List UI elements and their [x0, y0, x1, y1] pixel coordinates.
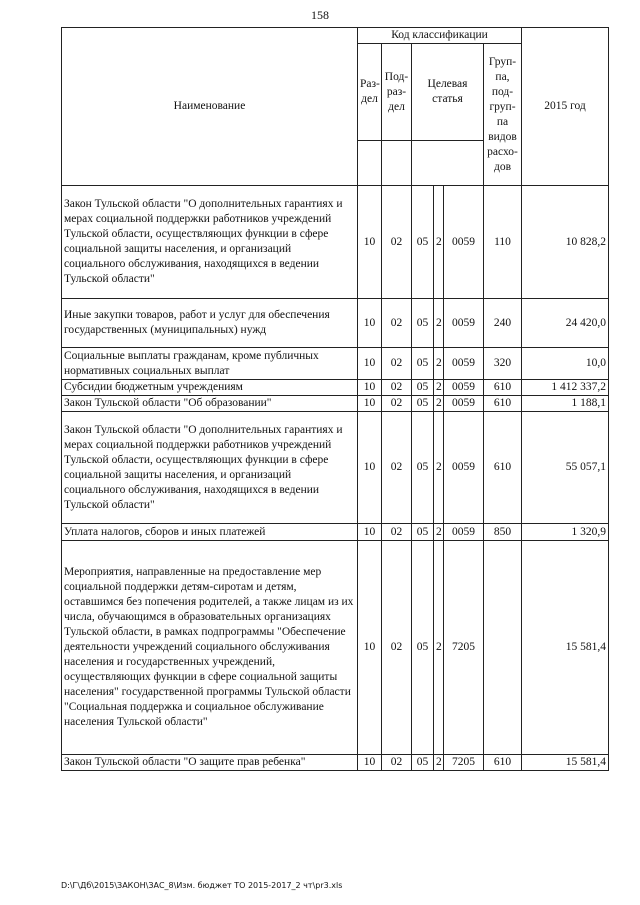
row-target-program: 05 — [412, 380, 434, 396]
header-blank-cell — [382, 141, 412, 186]
row-section: 10 — [358, 348, 382, 380]
row-group: 610 — [484, 380, 522, 396]
row-group — [484, 541, 522, 755]
row-amount: 15 581,4 — [522, 755, 609, 771]
row-target-subprogram: 2 — [434, 412, 444, 524]
header-blank-cell — [412, 141, 484, 186]
row-target-subprogram: 2 — [434, 396, 444, 412]
row-section: 10 — [358, 186, 382, 299]
row-name: Закон Тульской области "О защите прав ребенка" — [62, 755, 358, 771]
row-group: 850 — [484, 524, 522, 541]
row-amount: 10 828,2 — [522, 186, 609, 299]
row-subsection: 02 — [382, 186, 412, 299]
row-target-direction: 0059 — [444, 186, 484, 299]
row-target-direction: 0059 — [444, 348, 484, 380]
col-header-subsection: Под- раз- дел — [382, 44, 412, 141]
row-target-program: 05 — [412, 299, 434, 348]
row-target-subprogram: 2 — [434, 348, 444, 380]
row-subsection: 02 — [382, 299, 412, 348]
col-header-classification: Код классификации — [358, 28, 522, 44]
table-row — [62, 299, 609, 348]
table-row — [62, 348, 609, 380]
row-group: 320 — [484, 348, 522, 380]
row-target-program: 05 — [412, 412, 434, 524]
header-blank-cell — [358, 141, 382, 186]
row-target-direction: 0059 — [444, 524, 484, 541]
row-amount: 1 188,1 — [522, 396, 609, 412]
row-name: Социальные выплаты гражданам, кроме публичных нормативных социальных выплат — [62, 348, 358, 380]
row-section: 10 — [358, 541, 382, 755]
row-subsection: 02 — [382, 380, 412, 396]
row-amount: 24 420,0 — [522, 299, 609, 348]
row-target-program: 05 — [412, 348, 434, 380]
col-header-year: 2015 год — [522, 28, 609, 186]
row-target-program: 05 — [412, 755, 434, 771]
row-target-direction: 0059 — [444, 299, 484, 348]
row-name: Закон Тульской области "Об образовании" — [62, 396, 358, 412]
row-amount: 55 057,1 — [522, 412, 609, 524]
row-target-subprogram: 2 — [434, 755, 444, 771]
row-target-direction: 7205 — [444, 755, 484, 771]
row-amount: 1 320,9 — [522, 524, 609, 541]
footer-file-path: D:\Г\Дб\2015\ЗАКОН\ЗАС_8\Изм. бюджет ТО 2015-2017_2 чт\pr3.xls — [61, 881, 343, 890]
row-subsection: 02 — [382, 396, 412, 412]
row-section: 10 — [358, 412, 382, 524]
row-name: Мероприятия, направленные на предоставление мер социальной поддержки детям-сиротам и детям, оставшимся без попечения родителей, а также лицам из их числа, обучающимся в образовательных организациях Тульской области, в рамках подпрограммы "Обеспечение деятельности учреждений социального обслуживания населения и государственных учреждений, осуществляющих функции в сфере социальной защиты населения" государственной программы Тульской области "Социальная поддержка и социальное обслуживание населения Тульской области" — [62, 541, 358, 755]
header-row-1 — [62, 28, 609, 44]
row-target-subprogram: 2 — [434, 380, 444, 396]
row-section: 10 — [358, 524, 382, 541]
row-target-program: 05 — [412, 541, 434, 755]
row-amount: 15 581,4 — [522, 541, 609, 755]
row-target-subprogram: 2 — [434, 299, 444, 348]
row-target-program: 05 — [412, 396, 434, 412]
row-target-direction: 0059 — [444, 396, 484, 412]
row-group: 240 — [484, 299, 522, 348]
row-amount: 10,0 — [522, 348, 609, 380]
row-section: 10 — [358, 299, 382, 348]
col-header-group: Груп- па, под- груп- па видов расхо- дов — [484, 44, 522, 186]
row-target-subprogram: 2 — [434, 186, 444, 299]
row-subsection: 02 — [382, 541, 412, 755]
row-target-program: 05 — [412, 186, 434, 299]
row-target-direction: 0059 — [444, 412, 484, 524]
row-target-subprogram: 2 — [434, 524, 444, 541]
page-number: 158 — [311, 8, 329, 22]
table-row — [62, 755, 609, 771]
col-header-target-item: Целевая статья — [412, 44, 484, 141]
row-target-program: 05 — [412, 524, 434, 541]
table-body — [62, 186, 609, 771]
table-row — [62, 396, 609, 412]
row-target-subprogram: 2 — [434, 541, 444, 755]
row-subsection: 02 — [382, 348, 412, 380]
budget-table — [61, 27, 609, 771]
col-header-section: Раз- дел — [358, 44, 382, 141]
row-amount: 1 412 337,2 — [522, 380, 609, 396]
row-target-direction: 7205 — [444, 541, 484, 755]
table-row — [62, 524, 609, 541]
table-row — [62, 412, 609, 524]
row-subsection: 02 — [382, 524, 412, 541]
row-name: Субсидии бюджетным учреждениям — [62, 380, 358, 396]
table-row — [62, 380, 609, 396]
row-name: Закон Тульской области "О дополнительных гарантиях и мерах социальной поддержки работников учреждений Тульской области, осуществляющих функции в сфере социальной защиты населения, и организаций социального обслуживания, находящихся в ведении Тульской области" — [62, 412, 358, 524]
row-group: 110 — [484, 186, 522, 299]
col-header-name: Наименование — [62, 28, 358, 186]
row-name: Иные закупки товаров, работ и услуг для обеспечения государственных (муниципальных) нужд — [62, 299, 358, 348]
row-group: 610 — [484, 755, 522, 771]
row-group: 610 — [484, 412, 522, 524]
row-target-direction: 0059 — [444, 380, 484, 396]
row-section: 10 — [358, 396, 382, 412]
row-name: Уплата налогов, сборов и иных платежей — [62, 524, 358, 541]
table-row — [62, 541, 609, 755]
row-group: 610 — [484, 396, 522, 412]
row-subsection: 02 — [382, 755, 412, 771]
row-subsection: 02 — [382, 412, 412, 524]
row-section: 10 — [358, 755, 382, 771]
table-row — [62, 186, 609, 299]
row-name: Закон Тульской области "О дополнительных гарантиях и мерах социальной поддержки работников учреждений Тульской области, осуществляющих функции в сфере социальной защиты населения, и организаций социального обслуживания, находящихся в ведении Тульской области" — [62, 186, 358, 299]
row-section: 10 — [358, 380, 382, 396]
